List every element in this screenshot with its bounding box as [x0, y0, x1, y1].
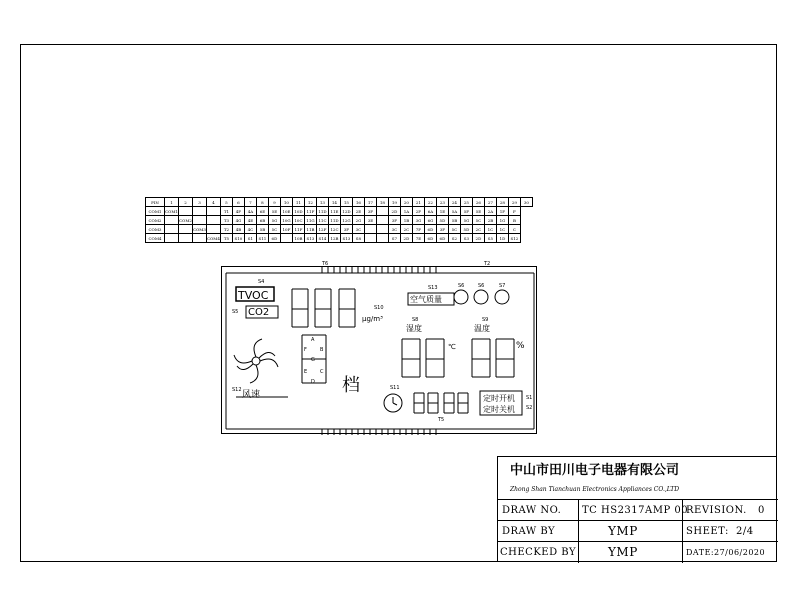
- pin-table-cell: 11F: [292, 225, 304, 234]
- draw-no-label: DRAW NO.: [502, 504, 562, 516]
- pin-table-cell: 1F: [496, 207, 508, 216]
- pin-table-cell: S1: [244, 234, 256, 243]
- pin-table-cell: S14: [316, 234, 328, 243]
- drawn-by-label: DRAW BY: [502, 525, 556, 537]
- pin-table-cell: [280, 234, 292, 243]
- revision-label: REVISION.: [686, 504, 747, 516]
- pin-table-cell: 5C: [268, 225, 280, 234]
- pin-table-cell: 12F: [316, 225, 328, 234]
- pin-table-cell: 6D: [268, 234, 280, 243]
- pin-table-cell: 5C: [448, 225, 460, 234]
- pin-table-cell: S8: [352, 234, 364, 243]
- pin-table-cell: 10G: [282, 217, 291, 223]
- pin-table-cell: COM1: [146, 207, 165, 216]
- s6-label: S6: [458, 283, 465, 289]
- pin-table-cell: 5F: [460, 207, 472, 216]
- pin-table-cell: 5E: [268, 207, 280, 216]
- pin-table-row: [146, 198, 533, 207]
- pin-table-cell: 25: [460, 198, 472, 207]
- pin-table-cell: 4B: [232, 225, 244, 234]
- pin-table-cell: 16: [352, 198, 364, 207]
- pin-table-cell: 4C: [244, 225, 256, 234]
- s12-label: S12: [232, 387, 242, 393]
- pin-table-cell: S10: [232, 234, 244, 243]
- fan-digit-segment-label: C: [320, 369, 324, 375]
- tvoc-label: TVOC: [238, 289, 269, 302]
- fan-icon: [234, 339, 278, 383]
- company-name-en: Zhong Shan Tianchuan Electronics Appliances CO.,LTD: [510, 485, 680, 493]
- pin-table-cell: 3F: [436, 225, 448, 234]
- pin-table-cell: 11: [292, 198, 304, 207]
- pin-table-cell: 5B: [448, 216, 460, 225]
- wind-speed-label: 风速: [242, 390, 261, 400]
- fan-digit-segment-label: D: [311, 379, 315, 385]
- pin-table-cell: 18: [376, 198, 388, 207]
- pin-table-cell: 6B: [256, 216, 268, 225]
- pin-table-cell: 1C: [496, 225, 508, 234]
- pm-unit: μg/m³: [362, 315, 383, 323]
- checked-by-label: CHECKED BY: [500, 546, 577, 558]
- fan-digit-segment-label: B: [320, 347, 324, 353]
- revision-value: 0: [758, 504, 765, 516]
- pin-table-cell: [206, 225, 220, 234]
- s6b-label: S6: [478, 283, 485, 289]
- pin-table-cell: T1: [220, 207, 232, 216]
- pin-table-cell: 1C: [484, 225, 496, 234]
- pin-table-cell: [206, 207, 220, 216]
- t5-label: T5: [438, 417, 445, 423]
- date-value: 27/06/2020: [714, 547, 766, 557]
- pin-table-row: [146, 207, 533, 216]
- pin-table-cell: 5E: [472, 207, 484, 216]
- pin-table-cell: 3F: [340, 225, 352, 234]
- gear-label: 档: [342, 375, 360, 396]
- pin-table-cell: 11D: [318, 208, 327, 214]
- pin-table-cell: C: [508, 225, 520, 234]
- pin-table-cell: S5: [484, 234, 496, 243]
- pin-table-cell: 15: [340, 198, 352, 207]
- pin-table-cell: COM3: [192, 226, 206, 232]
- pin-table-cell: 2D: [388, 207, 400, 216]
- pin-table-cell: 11G: [306, 217, 315, 223]
- company-name-cn: 中山市田川电子电器有限公司: [510, 462, 680, 478]
- timer-on-label: 定时开机: [483, 394, 515, 403]
- pin-table-cell: 10E: [282, 208, 291, 214]
- pin-table-cell: 7F: [412, 225, 424, 234]
- pin-table-cell: 2A: [484, 207, 496, 216]
- air-quality-label: 空气质量: [410, 295, 442, 304]
- temperature-label: 温度: [474, 324, 490, 333]
- pin-table-cell: 6A: [424, 207, 436, 216]
- s8-label: S8: [412, 317, 419, 323]
- s4-label: S4: [258, 279, 265, 285]
- pin-table-cell: [376, 216, 388, 225]
- pin-table-cell: 7: [244, 198, 256, 207]
- pin-table-cell: 2D: [472, 234, 484, 243]
- pin-table-cell: [165, 216, 179, 225]
- pin-table-cell: 22: [424, 198, 436, 207]
- checked-by-value: YMP: [608, 545, 638, 559]
- pin-table-cell: [192, 207, 206, 216]
- pin-table-cell: S12: [508, 234, 520, 243]
- pin-table-cell: 1: [165, 198, 179, 207]
- pin-table-cell: T2: [220, 225, 232, 234]
- pin-table-cell: 21: [412, 198, 424, 207]
- pin-table-cell: 10C: [294, 217, 303, 223]
- pin-table-cell: [178, 225, 192, 234]
- pin-table-cell: S7: [388, 234, 400, 243]
- pin-table-cell: 1G: [496, 216, 508, 225]
- pin-table-cell: 3F: [388, 216, 400, 225]
- pin-table-cell: S13: [304, 234, 316, 243]
- s11-label: S11: [390, 385, 400, 391]
- pin-table-cell: S2: [448, 234, 460, 243]
- pin-table-cell: S13: [340, 234, 352, 243]
- s10-label: S10: [374, 305, 384, 311]
- pin-table-cell: COM3: [146, 225, 165, 234]
- pin-table-cell: [364, 234, 376, 243]
- pin-table-cell: 30: [520, 198, 532, 207]
- pin-table-cell: 11D: [330, 217, 339, 223]
- pin-table-cell: [376, 234, 388, 243]
- pin-table-cell: [165, 234, 179, 243]
- pin-table-cell: 11C: [318, 217, 327, 223]
- pin-table-cell: COM2: [178, 217, 192, 223]
- pin-table-cell: 23: [436, 198, 448, 207]
- pin-table-cell: 10F: [280, 225, 292, 234]
- pin-table-row: [146, 216, 533, 225]
- s9-label: S9: [482, 317, 489, 323]
- pin-table-cell: 29: [508, 198, 520, 207]
- t2-label: T2: [484, 261, 491, 267]
- pin-table-cell: [376, 225, 388, 234]
- title-block: [497, 456, 777, 562]
- pin-table-cell: 2C: [400, 225, 412, 234]
- pin-table-cell: 5A: [448, 207, 460, 216]
- timer-off-label: 定时关机: [483, 405, 515, 414]
- pin-table-cell: [165, 225, 179, 234]
- pin-table-cell: 2C: [472, 225, 484, 234]
- s1-label: S1: [526, 395, 533, 401]
- celsius-unit: ℃: [448, 343, 456, 351]
- pin-table-cell: 10B: [294, 235, 303, 241]
- pin-table-cell: 4F: [232, 207, 244, 216]
- pin-table-cell: 3G: [412, 216, 424, 225]
- pin-table-cell: 11F: [304, 207, 316, 216]
- pin-table-cell: 1B: [400, 216, 412, 225]
- pin-table-cell: T5: [220, 234, 232, 243]
- pin-table-cell: COM4: [146, 234, 165, 243]
- pin-table-cell: 3C: [388, 225, 400, 234]
- pin-table-cell: 2E: [352, 207, 364, 216]
- pin-table-cell: 5G: [460, 216, 472, 225]
- pin-table-cell: 4A: [244, 207, 256, 216]
- pin-table-row: [146, 225, 533, 234]
- pin-table-cell: 7E: [412, 234, 424, 243]
- fan-digit-segment-label: E: [304, 369, 308, 375]
- pin-table-cell: [178, 207, 192, 216]
- s5-label: S5: [232, 309, 239, 315]
- pin-table-cell: [178, 234, 192, 243]
- pin-table-cell: COM2: [146, 216, 165, 225]
- pin-table-cell: 3: [192, 198, 206, 207]
- pin-table-cell: 14: [328, 198, 340, 207]
- pin-table-cell: 5D: [436, 216, 448, 225]
- pin-table-cell: 6D: [424, 234, 436, 243]
- pin-table-cell: 9: [268, 198, 280, 207]
- pin-table-cell: 20: [400, 198, 412, 207]
- pin-table-cell: 19: [388, 198, 400, 207]
- pin-table-cell: 5B: [256, 225, 268, 234]
- pin-table-cell: 26: [472, 198, 484, 207]
- fan-digit-segment-label: A: [311, 337, 315, 343]
- pin-table-cell: 5C: [472, 216, 484, 225]
- pin-table-cell: 6E: [256, 207, 268, 216]
- s7-label: S7: [499, 283, 506, 289]
- pin-table-cell: 4: [206, 198, 220, 207]
- pin-table-cell: 11E: [330, 208, 339, 214]
- pin-table-cell: 12G: [342, 217, 351, 223]
- pin-table-cell: 6G: [424, 216, 436, 225]
- pin-table-cell: 12C: [330, 226, 339, 232]
- percent-unit: %: [516, 341, 525, 351]
- pin-table-cell: 8: [256, 198, 268, 207]
- pin-table-cell: [192, 216, 206, 225]
- pin-table-cell: S11: [256, 234, 268, 243]
- t6-label: T6: [322, 261, 329, 267]
- pin-table-cell: F: [508, 207, 520, 216]
- pin-table-cell: 24: [448, 198, 460, 207]
- pin-table-cell: 5D: [460, 225, 472, 234]
- pin-table-cell: 2F: [412, 207, 424, 216]
- pin-table-cell: 17: [364, 198, 376, 207]
- pin-table-cell: COM4: [206, 235, 220, 241]
- humidity-label: 湿度: [406, 324, 422, 333]
- pin-table-cell: [376, 207, 388, 216]
- pin-table-cell: 5G: [268, 216, 280, 225]
- pin-table-cell: [206, 216, 220, 225]
- seven-segment-digits: [292, 289, 514, 413]
- pin-table-cell: 4G: [232, 216, 244, 225]
- pin-table-cell: [192, 234, 206, 243]
- pin-table-cell: 12: [304, 198, 316, 207]
- pin-table-cell: 3C: [352, 225, 364, 234]
- pin-table-cell: 6D: [424, 225, 436, 234]
- pin-table-cell: 10D: [294, 208, 303, 214]
- pin-table-cell: [364, 225, 376, 234]
- pin-table-cell: B: [508, 216, 520, 225]
- pin-table-cell: 6: [232, 198, 244, 207]
- pin-table-cell: 6D: [436, 234, 448, 243]
- pin-table-cell: 13: [316, 198, 328, 207]
- pin-table-cell: 10: [280, 198, 292, 207]
- drawn-by-value: YMP: [608, 524, 638, 538]
- pin-table-cell: 28: [496, 198, 508, 207]
- s2-label: S2: [526, 405, 533, 411]
- pin-table: [145, 197, 533, 243]
- pin-table-cell: 4E: [244, 216, 256, 225]
- pin-table-cell: 5: [220, 198, 232, 207]
- sheet-label: SHEET:: [686, 525, 729, 537]
- pin-table-cell: T3: [220, 216, 232, 225]
- pin-table-cell: 1D: [496, 234, 508, 243]
- pin-table-cell: 2: [178, 198, 192, 207]
- fan-digit-segment-label: G: [311, 357, 315, 363]
- pin-table-cell: 2B: [484, 216, 496, 225]
- pin-table-cell: 3E: [364, 216, 376, 225]
- draw-no-value: TC HS2317AMP 00: [582, 504, 689, 516]
- date-label: DATE:: [686, 547, 715, 557]
- pin-table-cell: COM1: [165, 208, 178, 214]
- pin-table-cell: 2G: [352, 216, 364, 225]
- pin-table-cell: 12D: [342, 208, 351, 214]
- fan-digit-segment-label: F: [304, 347, 307, 353]
- pin-table-row: [146, 234, 533, 243]
- co2-label: CO2: [248, 307, 270, 318]
- pin-table-cell: 27: [484, 198, 496, 207]
- s13-label: S13: [428, 285, 438, 291]
- pin-table-cell: 3F: [364, 207, 376, 216]
- pin-table-cell: 1E: [436, 207, 448, 216]
- pin-table-cell: 11B: [306, 226, 315, 232]
- pin-table-cell: 12B: [330, 235, 339, 241]
- sheet-value: 2/4: [736, 525, 754, 537]
- pin-table-cell: 1A: [400, 207, 412, 216]
- pin-table-cell: 2D: [400, 234, 412, 243]
- pin-table-cell: PIN: [146, 198, 165, 207]
- lcd-panel: [221, 261, 537, 434]
- pin-table-cell: S3: [460, 234, 472, 243]
